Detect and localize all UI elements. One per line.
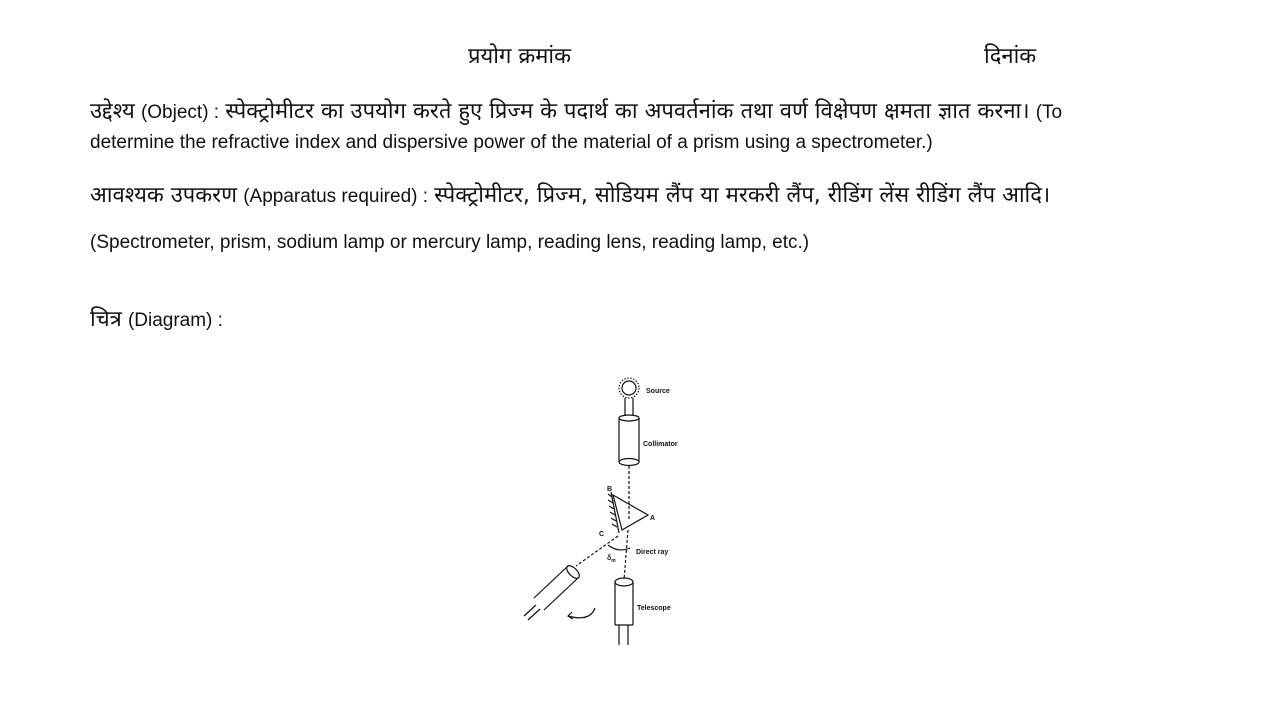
direct-ray [624,530,628,580]
diagram-label-english: (Diagram) : [127,310,223,331]
label-b: B [607,486,613,493]
label-c: C [599,531,605,538]
apparatus-label-hindi: आवश्यक उपकरण [90,183,238,208]
objective-line [90,96,1220,128]
label-collimator: Collimator [643,441,678,448]
label-a: A [650,515,656,522]
apparatus-label-english: (Apparatus required) : [243,186,429,207]
spectrometer-diagram [500,370,700,660]
source-lamp [619,378,639,416]
apparatus-text-english: (Spectrometer, prism, sodium lamp or mercury lamp, reading lens, reading lamp, etc.) [90,232,810,253]
objective-label-hindi: उद्देश्य [90,99,135,124]
label-source: Source [646,388,670,395]
apparatus-text-hindi: स्पेक्ट्रोमीटर, प्रिज्म, सोडियम लैंप या मरकरी लैंप, रीडिंग लेंस रीडिंग लैंप आदि। [434,183,1051,208]
label-telescope: Telescope [637,605,671,612]
label-direct-ray: Direct ray [636,549,669,556]
prism [613,495,648,530]
telescope-tube [615,578,633,645]
collimator-tube [619,415,639,466]
objective-text-english: determine the refractive index and dispersive power of the material of a prism using a spectrometer.) [90,132,933,153]
diagram-label-hindi: चित्र [90,307,122,332]
rotated-telescope [524,564,581,620]
rotation-arrow-head [568,612,573,619]
rotation-arrow [568,608,595,618]
objective-text-english-start: (To [1035,102,1063,123]
objective-label-english: (Object) : [140,102,220,123]
label-delta: $\delta_m$ [607,555,616,564]
date-label: दिनांक [984,44,1037,69]
diagram-heading [90,304,1220,336]
apparatus-line [90,180,1220,212]
objective-text-hindi: स्पेक्ट्रोमीटर का उपयोग करते हुए प्रिज्म के पदार्थ का अपवर्तनांक तथा वर्ण विक्षेपण क्षमता ज्ञात करना। [225,99,1030,124]
experiment-number-label: प्रयोग क्रमांक [468,44,572,69]
